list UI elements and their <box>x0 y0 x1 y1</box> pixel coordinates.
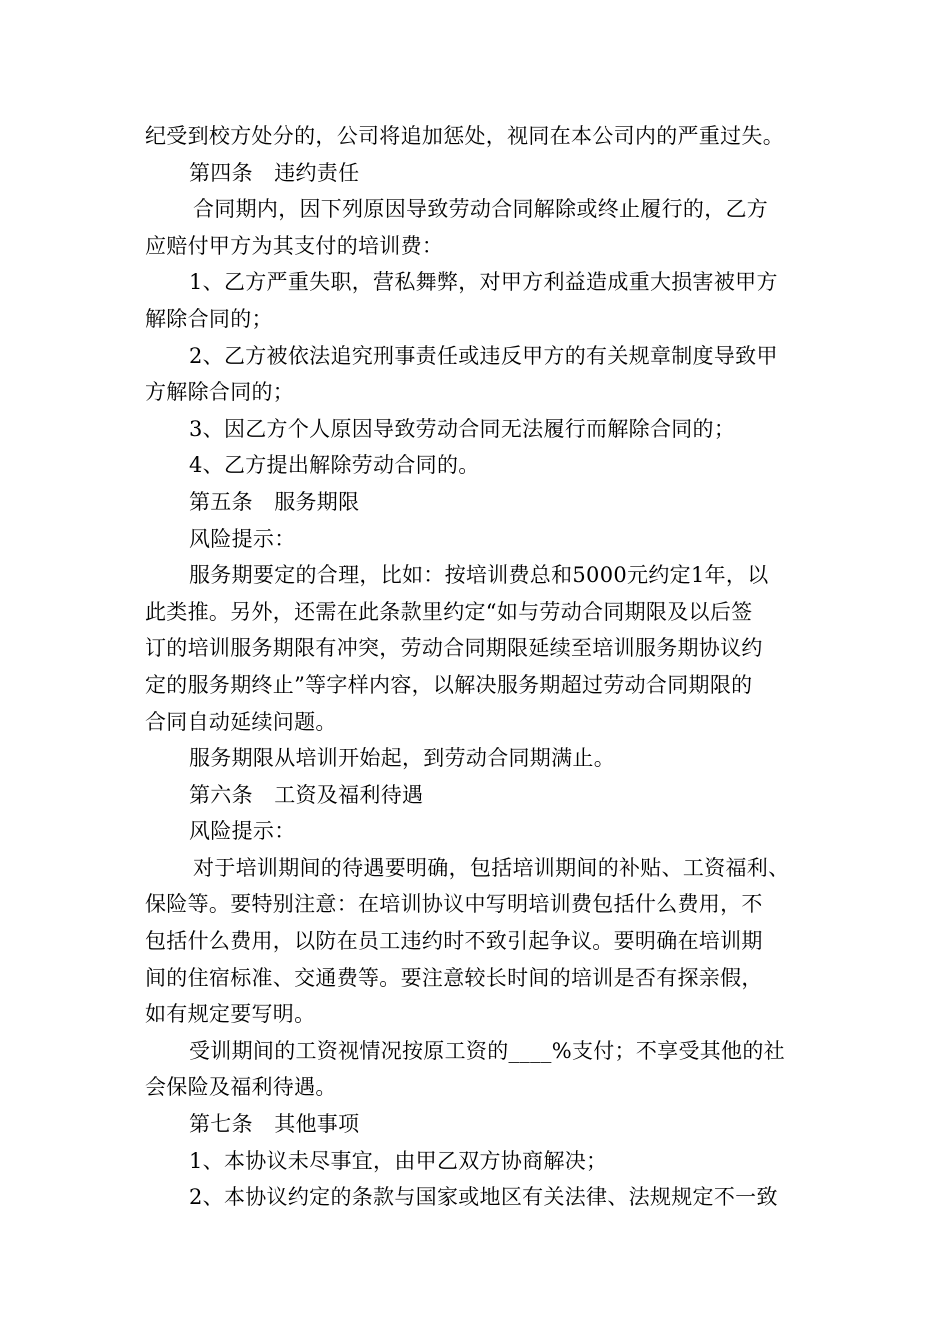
list-item: 3、因乙方个人原因导致劳动合同无法履行而解除合同的； <box>189 416 736 441</box>
article-heading: 第五条 服务期限 <box>189 489 360 514</box>
text-line: 纪受到校方处分的，公司将追加惩处，视同在本公司内的严重过失。 <box>145 124 784 148</box>
text-line: 间的住宿标准、交通费等。要注意较长时间的培训是否有探亲假， <box>145 965 763 990</box>
article-heading: 第四条 违约责任 <box>189 160 360 185</box>
list-item: 2、本协议约定的条款与国家或地区有关法律、法规规定不一致 <box>189 1185 778 1210</box>
text-line: 保险等。要特别注意：在培训协议中写明培训费包括什么费用，不 <box>145 892 763 917</box>
text-line: 受训期间的工资视情况按原工资的____%支付；不享受其他的社 <box>189 1038 785 1063</box>
article-heading: 第六条 工资及福利待遇 <box>189 782 424 807</box>
list-item: 1、乙方严重失职，营私舞弊，对甲方利益造成重大损害被甲方 <box>189 270 778 295</box>
text-line: 对于培训期间的待遇要明确，包括培训期间的补贴、工资福利、 <box>193 855 790 880</box>
text-line: 订的培训服务期限有冲突，劳动合同期限延续至培训服务期协议约 <box>145 636 763 661</box>
text-line: 包括什么费用，以防在员工违约时不致引起争议。要明确在培训期 <box>145 929 763 954</box>
text-line: 此类推。另外，还需在此条款里约定“如与劳动合同期限及以后签 <box>145 599 753 624</box>
text-line: 应赔付甲方为其支付的培训费： <box>145 233 444 258</box>
risk-note-label: 风险提示： <box>189 526 296 551</box>
text-line: 合同自动延续问题。 <box>145 709 337 734</box>
list-item: 4、乙方提出解除劳动合同的。 <box>189 453 480 478</box>
text-line: 合同期内，因下列原因导致劳动合同解除或终止履行的，乙方 <box>193 197 769 222</box>
article-heading: 第七条 其他事项 <box>189 1112 360 1137</box>
text-line: 解除合同的； <box>145 306 273 331</box>
risk-note-label: 风险提示： <box>189 819 296 844</box>
list-item: 1、本协议未尽事宜，由甲乙双方协商解决； <box>189 1148 608 1173</box>
text-line: 服务期要定的合理，比如：按培训费总和5000元约定1年，以 <box>189 563 769 588</box>
document-body <box>145 118 815 1216</box>
text-line: 方解除合同的； <box>145 380 295 405</box>
text-line: 定的服务期终止”等字样内容，以解决服务期超过劳动合同期限的 <box>145 672 753 697</box>
list-item: 2、乙方被依法追究刑事责任或违反甲方的有关规章制度导致甲 <box>189 343 778 368</box>
text-line: 会保险及福利待遇。 <box>145 1075 337 1100</box>
text-line: 如有规定要写明。 <box>145 1002 316 1027</box>
text-line: 服务期限从培训开始起，到劳动合同期满止。 <box>189 746 615 771</box>
